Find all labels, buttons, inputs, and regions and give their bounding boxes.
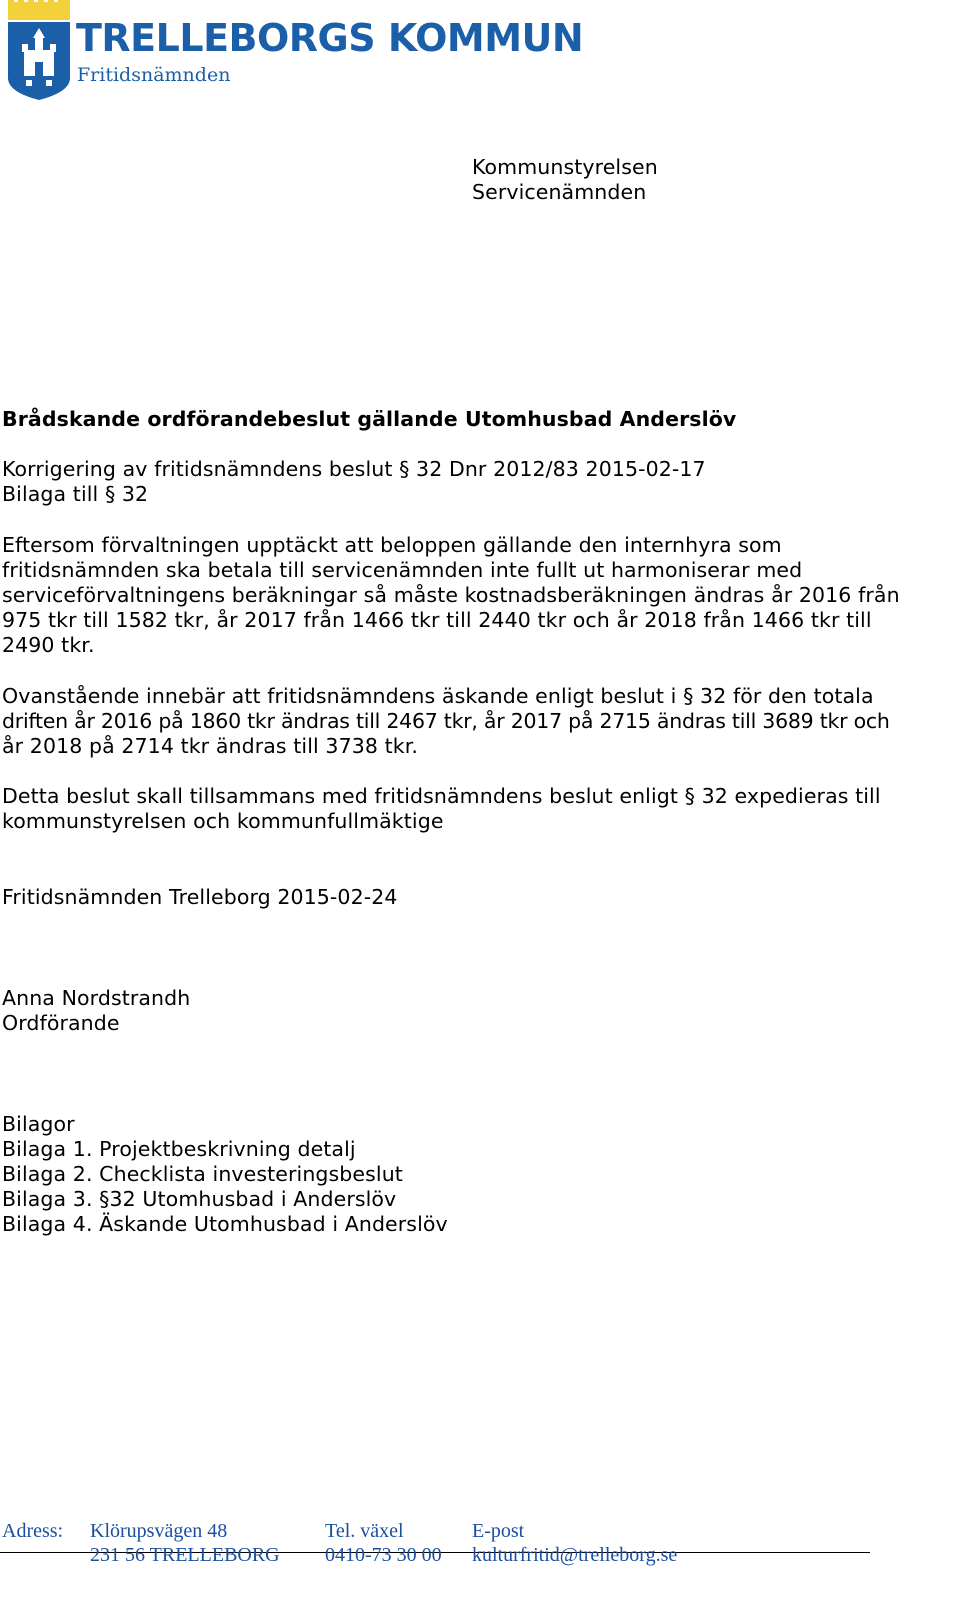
org-unit: Fritidsnämnden	[77, 64, 231, 86]
address-city: 231 56 TRELLEBORG	[90, 1544, 280, 1566]
email-link[interactable]: kulturfritid@trelleborg.se	[472, 1544, 678, 1566]
document-title: Brådskande ordförandebeslut gällande Utomhusbad Anderslöv	[2, 407, 737, 431]
paragraph-line: Eftersom förvaltningen upptäckt att beloppen gällande den internhyra som	[2, 533, 782, 557]
attachment-item: Bilaga 4. Äskande Utomhusbad i Anderslöv	[2, 1212, 448, 1236]
reference-line: Bilaga till § 32	[2, 482, 149, 506]
attachment-item: Bilaga 3. §32 Utomhusbad i Anderslöv	[2, 1187, 397, 1211]
org-name: TRELLEBORGS KOMMUN	[76, 16, 584, 60]
paragraph-line: kommunstyrelsen och kommunfullmäktige	[2, 809, 444, 833]
attachment-item: Bilaga 2. Checklista investeringsbeslut	[2, 1162, 403, 1186]
trelleborg-crest-icon	[4, 0, 74, 102]
phone-number: 0410-73 30 00	[325, 1544, 442, 1566]
paragraph-line: år 2018 på 2714 tkr ändras till 3738 tkr.	[2, 734, 418, 758]
address-street: Klörupsvägen 48	[90, 1520, 228, 1542]
place-date: Fritidsnämnden Trelleborg 2015-02-24	[2, 885, 398, 909]
paragraph-line: 2490 tkr.	[2, 633, 95, 657]
recipient: Servicenämnden	[472, 180, 647, 204]
email-label: E-post	[472, 1520, 525, 1542]
municipality-logo	[4, 0, 584, 104]
paragraph-line: Detta beslut skall tillsammans med fritidsnämndens beslut enligt § 32 expedieras till	[2, 784, 881, 808]
paragraph-line: 975 tkr till 1582 tkr, år 2017 från 1466 tkr till 2440 tkr och år 2018 från 1466 tkr till	[2, 608, 872, 632]
paragraph-line: fritidsnämnden ska betala till servicenämnden inte fullt ut harmoniserar med	[2, 558, 803, 582]
recipient: Kommunstyrelsen	[472, 155, 658, 179]
paragraph-line: Ovanstående innebär att fritidsnämndens äskande enligt beslut i § 32 för den totala	[2, 684, 874, 708]
phone-label: Tel. växel	[325, 1520, 404, 1542]
signatory-name: Anna Nordstrandh	[2, 986, 191, 1010]
signatory-title: Ordförande	[2, 1011, 120, 1035]
attachments-heading: Bilagor	[2, 1112, 75, 1136]
address-label: Adress:	[2, 1520, 64, 1542]
paragraph-line: serviceförvaltningens beräkningar så måste kostnadsberäkningen ändras år 2016 från	[2, 583, 900, 607]
attachment-item: Bilaga 1. Projektbeskrivning detalj	[2, 1137, 356, 1161]
reference-line: Korrigering av fritidsnämndens beslut § 32 Dnr 2012/83 2015-02-17	[2, 457, 706, 481]
paragraph-line: driften år 2016 på 1860 tkr ändras till 2467 tkr, år 2017 på 2715 ändras till 3689 tkr och	[2, 709, 890, 733]
